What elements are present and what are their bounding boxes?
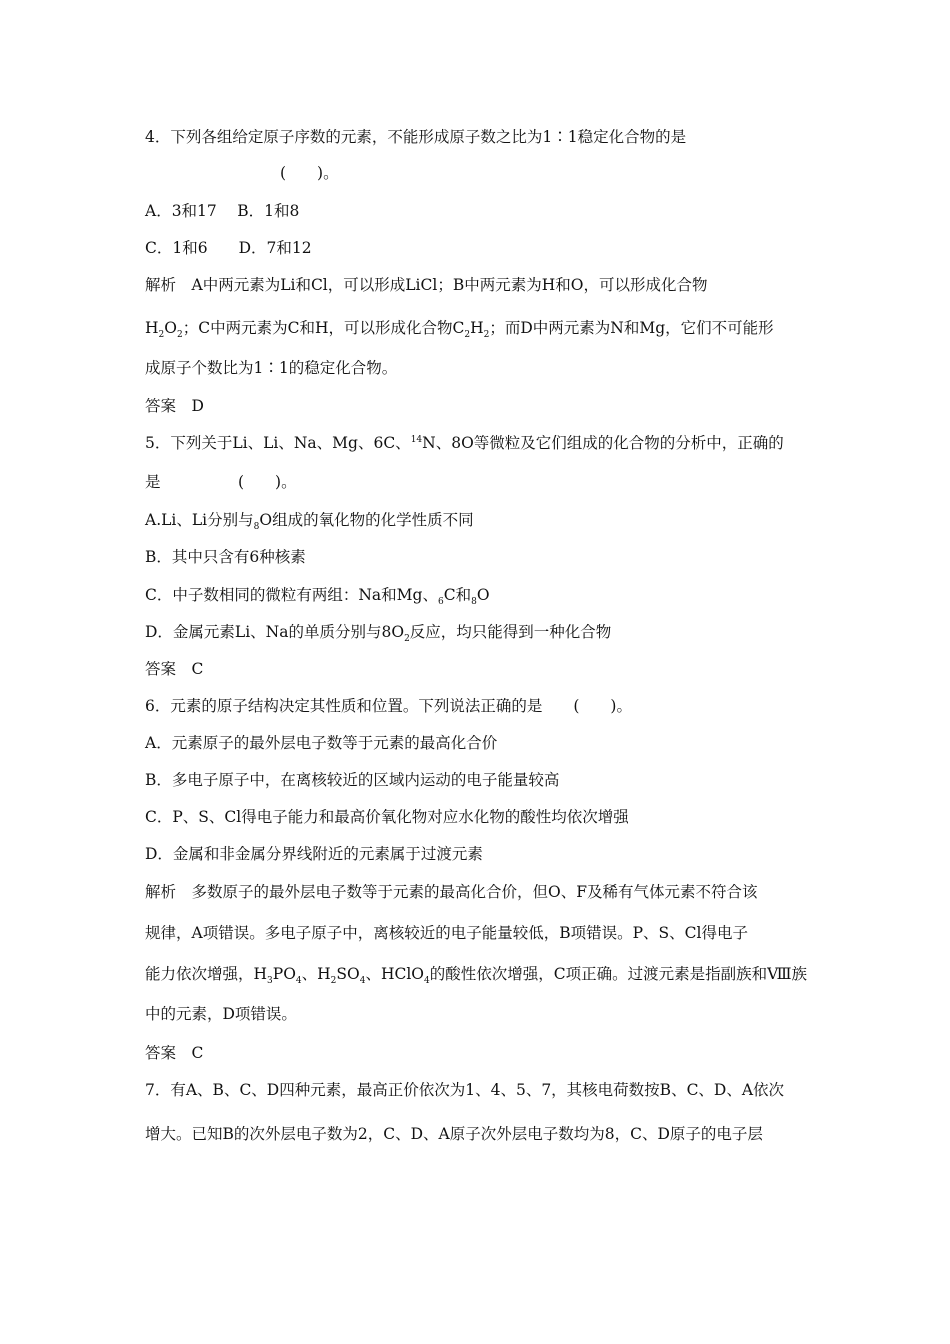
text-line: A．元素原子的最外层电子数等于元素的最高化合价 <box>145 734 498 752</box>
text-line: D．金属和非金属分界线附近的元素属于过渡元素 <box>145 845 483 863</box>
text-line: $H_2O_2$；C中两元素为C和H，可以形成化合物$C_2H_2$；而D中两元素为N和Mg，它们不可能形 <box>145 319 774 341</box>
text-line: 7．有A、B、C、D四种元素，最高正价依次为1、4、5、7，其核电荷数按B、C、D、A依次 <box>145 1081 785 1099</box>
text-line: 能力依次增强，$H_3PO_4$、$H_2SO_4$、HClO$_4$的酸性依次增强，C项正确。过渡元素是指副族和Ⅷ族 <box>145 965 808 987</box>
text-line: C．中子数相同的微粒有两组：Na和Mg、$_6$C和$_8$O <box>145 586 490 608</box>
text-line: 增大。已知B的次外层电子数为2，C、D、A原子次外层电子数均为8，C、D原子的电子层 <box>145 1125 763 1143</box>
text-line: D．金属元素Li、Na的单质分别与$8O_2$反应，均只能得到一种化合物 <box>145 623 612 645</box>
text-line: A．3和17 B．1和8 <box>145 202 300 220</box>
text-line: 答案 C <box>145 660 204 678</box>
text-line: 解析 多数原子的最外层电子数等于元素的最高化合价，但O、F及稀有气体元素不符合该 <box>145 883 758 901</box>
text-line: 规律，A项错误。多电子原子中，离核较近的电子能量较低，B项错误。P、S、Cl得电子 <box>145 924 748 942</box>
text-line: C．1和6 D．7和12 <box>145 239 312 257</box>
text-line: 中的元素，D项错误。 <box>145 1005 297 1023</box>
text-line: 答案 D <box>145 397 204 415</box>
text-line: 答案 C <box>145 1044 204 1062</box>
text-line: 成原子个数比为1∶1的稳定化合物。 <box>145 359 398 377</box>
text-line: 6．元素的原子结构决定其性质和位置。下列说法正确的是 ( )。 <box>145 697 632 715</box>
text-line: A.Li、Li分别与$_8$O组成的氧化物的化学性质不同 <box>145 511 474 533</box>
text-line: C．P、S、Cl得电子能力和最高价氧化物对应水化物的酸性均依次增强 <box>145 808 629 826</box>
text-line: 5．下列关于Li、Li、Na、Mg、6C、$^{14}$N、8O等微粒及它们组成的化合物的分析中，正确的 <box>145 434 784 452</box>
text-line: ( )。 <box>280 164 339 182</box>
text-line: 4．下列各组给定原子序数的元素，不能形成原子数之比为1∶1稳定化合物的是 <box>145 128 687 146</box>
text-line: 解析 A中两元素为Li和Cl，可以形成LiCl；B中两元素为H和O，可以形成化合物 <box>145 276 708 294</box>
text-line: 是 ( )。 <box>145 473 297 491</box>
text-line: B．多电子原子中，在离核较近的区域内运动的电子能量较高 <box>145 771 560 789</box>
text-line: B．其中只含有6种核素 <box>145 548 306 566</box>
